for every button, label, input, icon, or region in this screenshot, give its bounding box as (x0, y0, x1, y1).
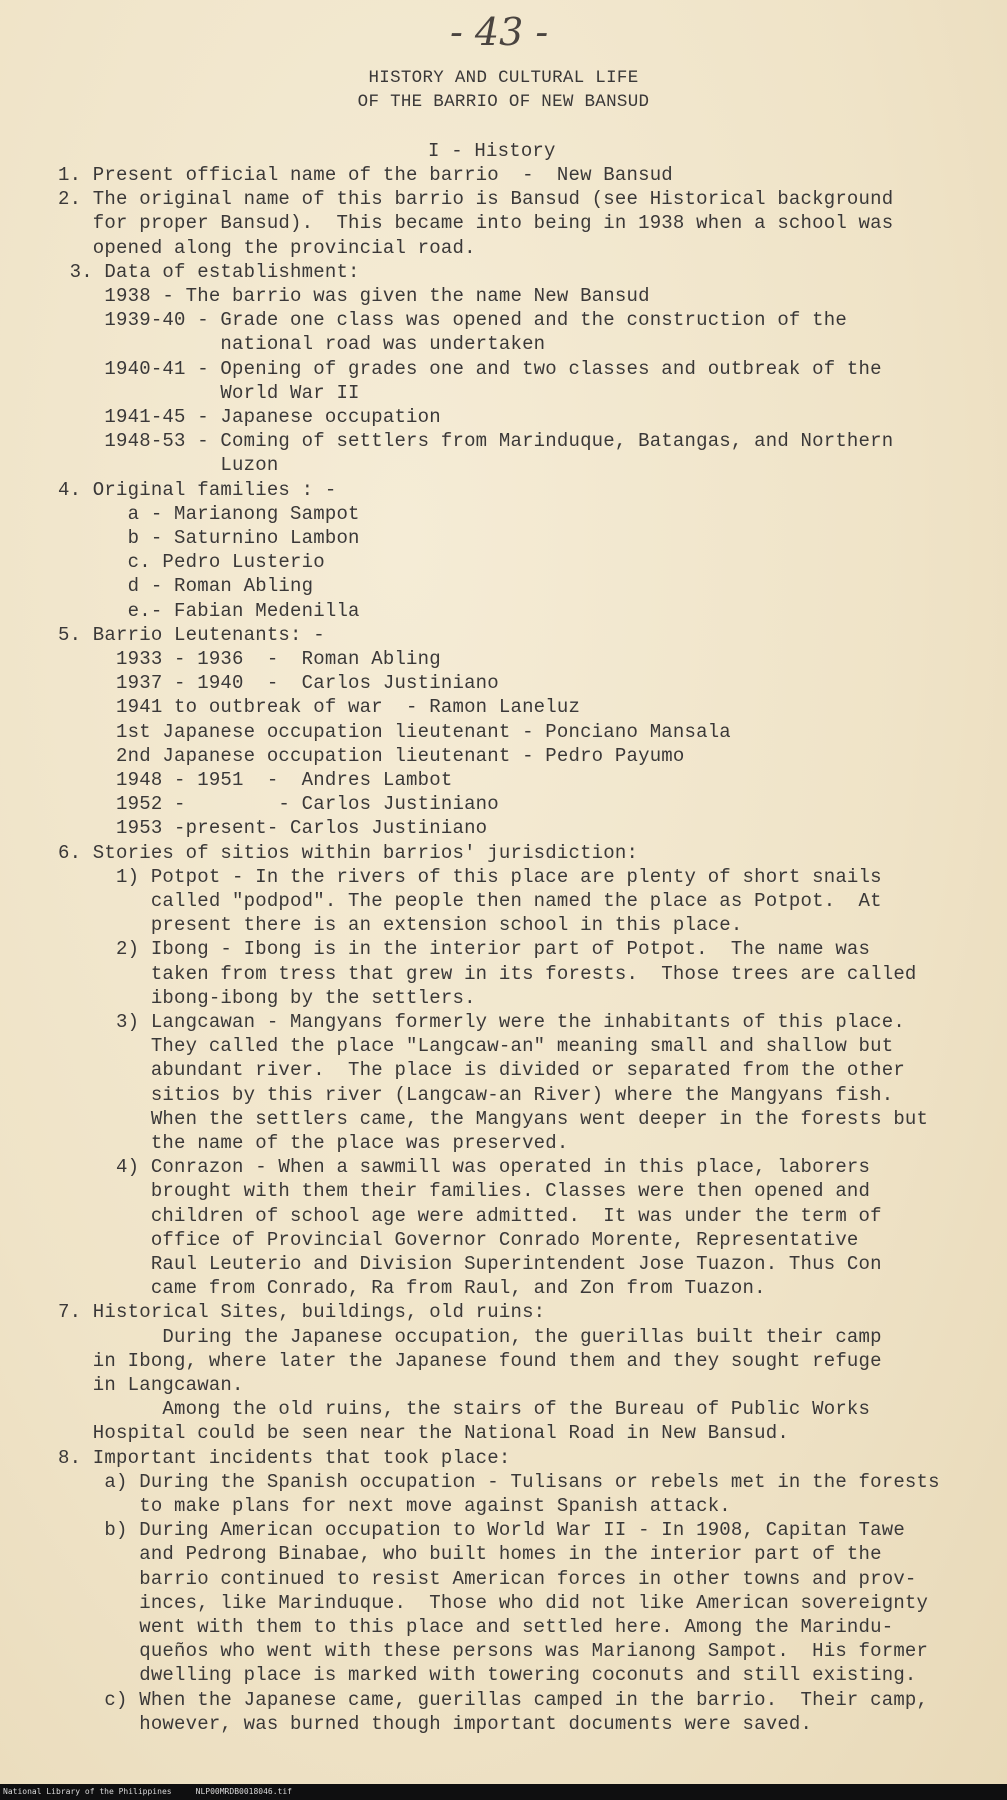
text-line: a) During the Spanish occupation - Tulisans or rebels met in the forests (58, 1470, 940, 1493)
text-line: b - Saturnino Lambon (58, 527, 360, 549)
text-line: 6. Stories of sitios within barrios' jurisdiction: (58, 841, 639, 864)
text-line: the name of the place was preserved. (58, 1132, 569, 1154)
text-line: 1941-45 - Japanese occupation (58, 406, 441, 428)
text-line: 2) Ibong - Ibong is in the interior part of Potpot. The name was (58, 938, 871, 961)
text-line: 2. The original name of this barrio is Bansud (see Historical background (58, 188, 894, 211)
document-title-line-2: OF THE BARRIO OF NEW BANSUD (357, 92, 650, 112)
text-line: in Langcawan. (58, 1374, 244, 1396)
text-line: called "podpod". The people then named the place as Potpot. At (58, 890, 882, 912)
text-line: present there is an extension school in this place. (58, 914, 743, 937)
text-line: 1. Present official name of the barrio - New Bansud (58, 164, 673, 186)
text-line: During the Japanese occupation, the guerillas built their camp (58, 1325, 882, 1348)
text-line: 3. Data of establishment: (58, 260, 360, 283)
text-line: 1st Japanese occupation lieutenant - Ponciano Mansala (58, 720, 731, 743)
text-line: b) During American occupation to World War II - In 1908, Capitan Tawe (58, 1519, 905, 1542)
text-line: 1939-40 - Grade one class was opened and the construction of the (58, 309, 847, 332)
text-line: children of school age were admitted. It was under the term of (58, 1204, 882, 1227)
text-line: When the settlers came, the Mangyans went deeper in the forests but (58, 1107, 929, 1130)
text-line: Hospital could be seen near the National Road in New Bansud. (58, 1422, 789, 1445)
text-line: 2nd Japanese occupation lieutenant - Pedro Payumo (58, 744, 685, 767)
text-line: sitios by this river (Langcaw-an River) where the Mangyans fish. (58, 1083, 894, 1106)
text-line: 7. Historical Sites, buildings, old ruins: (58, 1301, 546, 1324)
text-line: dwelling place is marked with towering coconuts and still existing. (58, 1664, 917, 1687)
text-line: d - Roman Abling (58, 575, 314, 598)
text-line: queños who went with these persons was Marianong Sampot. His former (58, 1640, 929, 1663)
text-line: c. Pedro Lusterio (58, 551, 325, 574)
text-line: World War II (58, 381, 360, 404)
text-line: 4) Conrazon - When a sawmill was operated in this place, laborers (58, 1156, 871, 1179)
document-title-line-1: HISTORY AND CULTURAL LIFE (368, 68, 639, 88)
text-line: 1948 - 1951 - Andres Lambot (58, 769, 453, 791)
text-line: taken from tress that grew in its forests. Those trees are called (58, 962, 917, 985)
text-line: 1933 - 1936 - Roman Abling (58, 648, 441, 670)
text-line: a - Marianong Sampot (58, 502, 360, 525)
text-line: 5. Barrio Leutenants: - (58, 623, 325, 646)
page-number: - 43 - (450, 10, 549, 54)
text-line: came from Conrado, Ra from Raul, and Zon from Tuazon. (58, 1277, 766, 1300)
text-line: brought with them their families. Classes were then opened and (58, 1180, 871, 1203)
text-line: and Pedrong Binabae, who built homes in the interior part of the (58, 1543, 882, 1566)
text-line: 1937 - 1940 - Carlos Justiniano (58, 672, 499, 695)
text-line: ibong-ibong by the settlers. (58, 986, 476, 1009)
text-line: Raul Leuterio and Division Superintendent Jose Tuazon. Thus Con (58, 1253, 882, 1275)
text-line: in Ibong, where later the Japanese found them and they sought refuge (58, 1349, 882, 1372)
scan-footer: National Library of the Philippines NLP00MRDB0018046.tif (0, 1784, 1007, 1800)
text-line: Among the old ruins, the stairs of the Bureau of Public Works (58, 1398, 871, 1421)
text-line: 4. Original families : - (58, 478, 337, 501)
text-line: 1938 - The barrio was given the name New Bansud (58, 285, 650, 307)
text-line: however, was burned though important documents were saved. (58, 1712, 813, 1735)
text-line: They called the place "Langcaw-an" meaning small and shallow but (58, 1035, 894, 1058)
text-line: inces, like Marinduque. Those who did not like American sovereignty (58, 1591, 929, 1614)
text-line: for proper Bansud). This became into being in 1938 when a school was (58, 212, 894, 235)
text-line: 3) Langcawan - Mangyans formerly were the inhabitants of this place. (58, 1011, 905, 1033)
text-line: 1953 -present- Carlos Justiniano (58, 817, 488, 840)
text-line: national road was undertaken (58, 333, 546, 356)
text-line: opened along the provincial road. (58, 236, 476, 259)
text-line: Luzon (58, 454, 279, 477)
text-line: 1940-41 - Opening of grades one and two classes and outbreak of the (58, 357, 882, 380)
text-line: 8. Important incidents that took place: (58, 1446, 511, 1469)
text-line: e.- Fabian Medenilla (58, 599, 360, 622)
text-line: 1948-53 - Coming of settlers from Marinduque, Batangas, and Northern (58, 430, 894, 453)
text-line: 1941 to outbreak of war - Ramon Laneluz (58, 696, 581, 719)
text-line: abundant river. The place is divided or separated from the other (58, 1059, 905, 1082)
text-line: 1) Potpot - In the rivers of this place are plenty of short snails (58, 865, 882, 888)
text-line: to make plans for next move against Spanish attack. (58, 1495, 731, 1517)
text-line: c) When the Japanese came, guerillas camped in the barrio. Their camp, (58, 1688, 929, 1711)
text-line: barrio continued to resist American forces in other towns and prov- (58, 1567, 917, 1590)
section-heading: I - History (428, 140, 556, 162)
text-line: 1952 - - Carlos Justiniano (58, 793, 499, 816)
text-line: office of Provincial Governor Conrado Morente, Representative (58, 1228, 859, 1251)
text-line: went with them to this place and settled here. Among the Marindu- (58, 1616, 894, 1638)
